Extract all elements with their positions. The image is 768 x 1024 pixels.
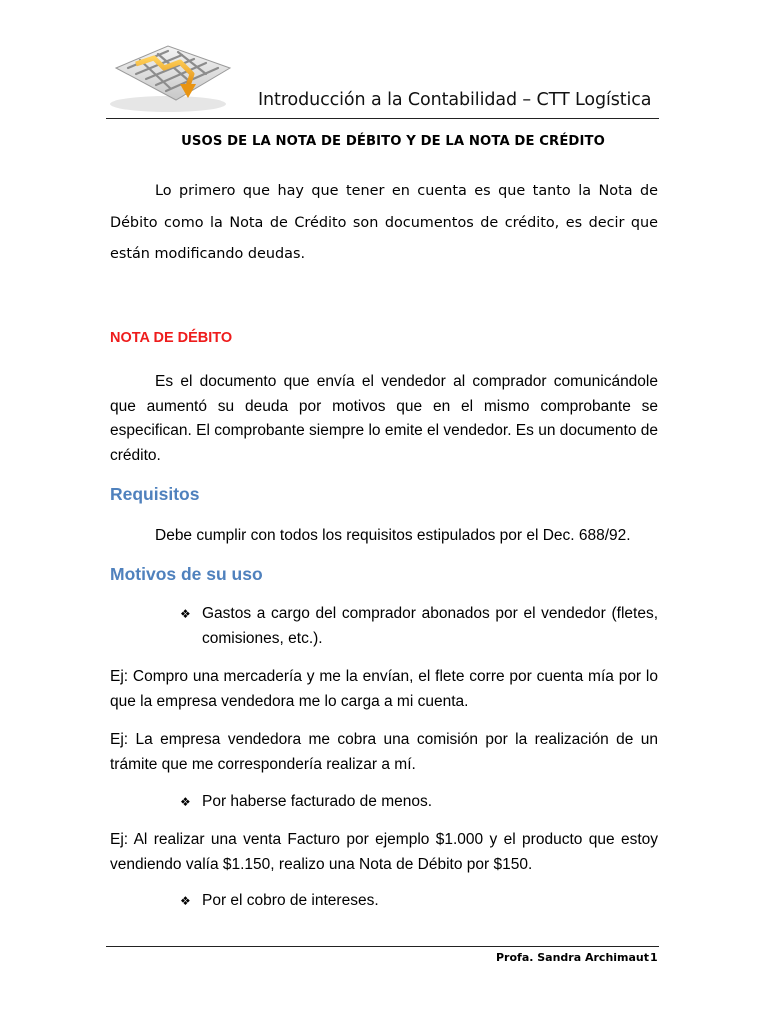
header-divider [106,118,659,119]
motivos-heading: Motivos de su uso [110,564,263,584]
definition-paragraph: Es el documento que envía el vendedor al comprador comunicándole que aumentó su deuda por motivos que en el mismo comprobante se especifican. El comprobante siempre lo emite el vendedor. Es un documento de crédito. [110,373,658,464]
footer-author: Profa. Sandra Archimaut [496,951,650,964]
list-item-text: Gastos a cargo del comprador abonados por el vendedor (fletes, comisiones, etc.). [202,605,658,647]
diamond-bullet-icon: ❖ [180,795,191,809]
list-item-text: Por el cobro de intereses. [202,892,379,909]
document-title: USOS DE LA NOTA DE DÉBITO Y DE LA NOTA DE CRÉDITO [181,134,605,149]
list-item-text: Por haberse facturado de menos. [202,793,433,810]
diamond-bullet-icon: ❖ [180,894,191,908]
example-paragraph: Ej: La empresa vendedora me cobra una comisión por la realización de un trámite que me correspondería realizar a mí. [110,731,658,773]
list-item [180,889,658,914]
list-item [180,602,658,651]
header-title: Introducción a la Contabilidad – CTT Logística [258,90,652,110]
page-number: 1 [650,951,658,964]
example-paragraph: Ej: Compro una mercadería y me la envían, el flete corre por cuenta mía por lo que la empresa vendedora me lo carga a mi cuenta. [110,668,658,710]
section-title-nota-debito: NOTA DE DÉBITO [110,330,233,346]
example-paragraph: Ej: Al realizar una venta Facturo por ejemplo $1.000 y el producto que estoy vendiendo valía $1.150, realizo una Nota de Débito por $150. [110,831,658,873]
intro-paragraph: Lo primero que hay que tener en cuenta es que tanto la Nota de Débito como la Nota de Crédito son documentos de crédito, es decir que están modificando deudas. [110,183,658,262]
footer-divider [106,946,659,947]
maze-logo-icon [106,38,236,114]
list-item [180,790,658,815]
diamond-bullet-icon: ❖ [180,607,191,621]
requisitos-paragraph: Debe cumplir con todos los requisitos estipulados por el Dec. 688/92. [155,527,631,544]
requisitos-heading: Requisitos [110,484,200,504]
